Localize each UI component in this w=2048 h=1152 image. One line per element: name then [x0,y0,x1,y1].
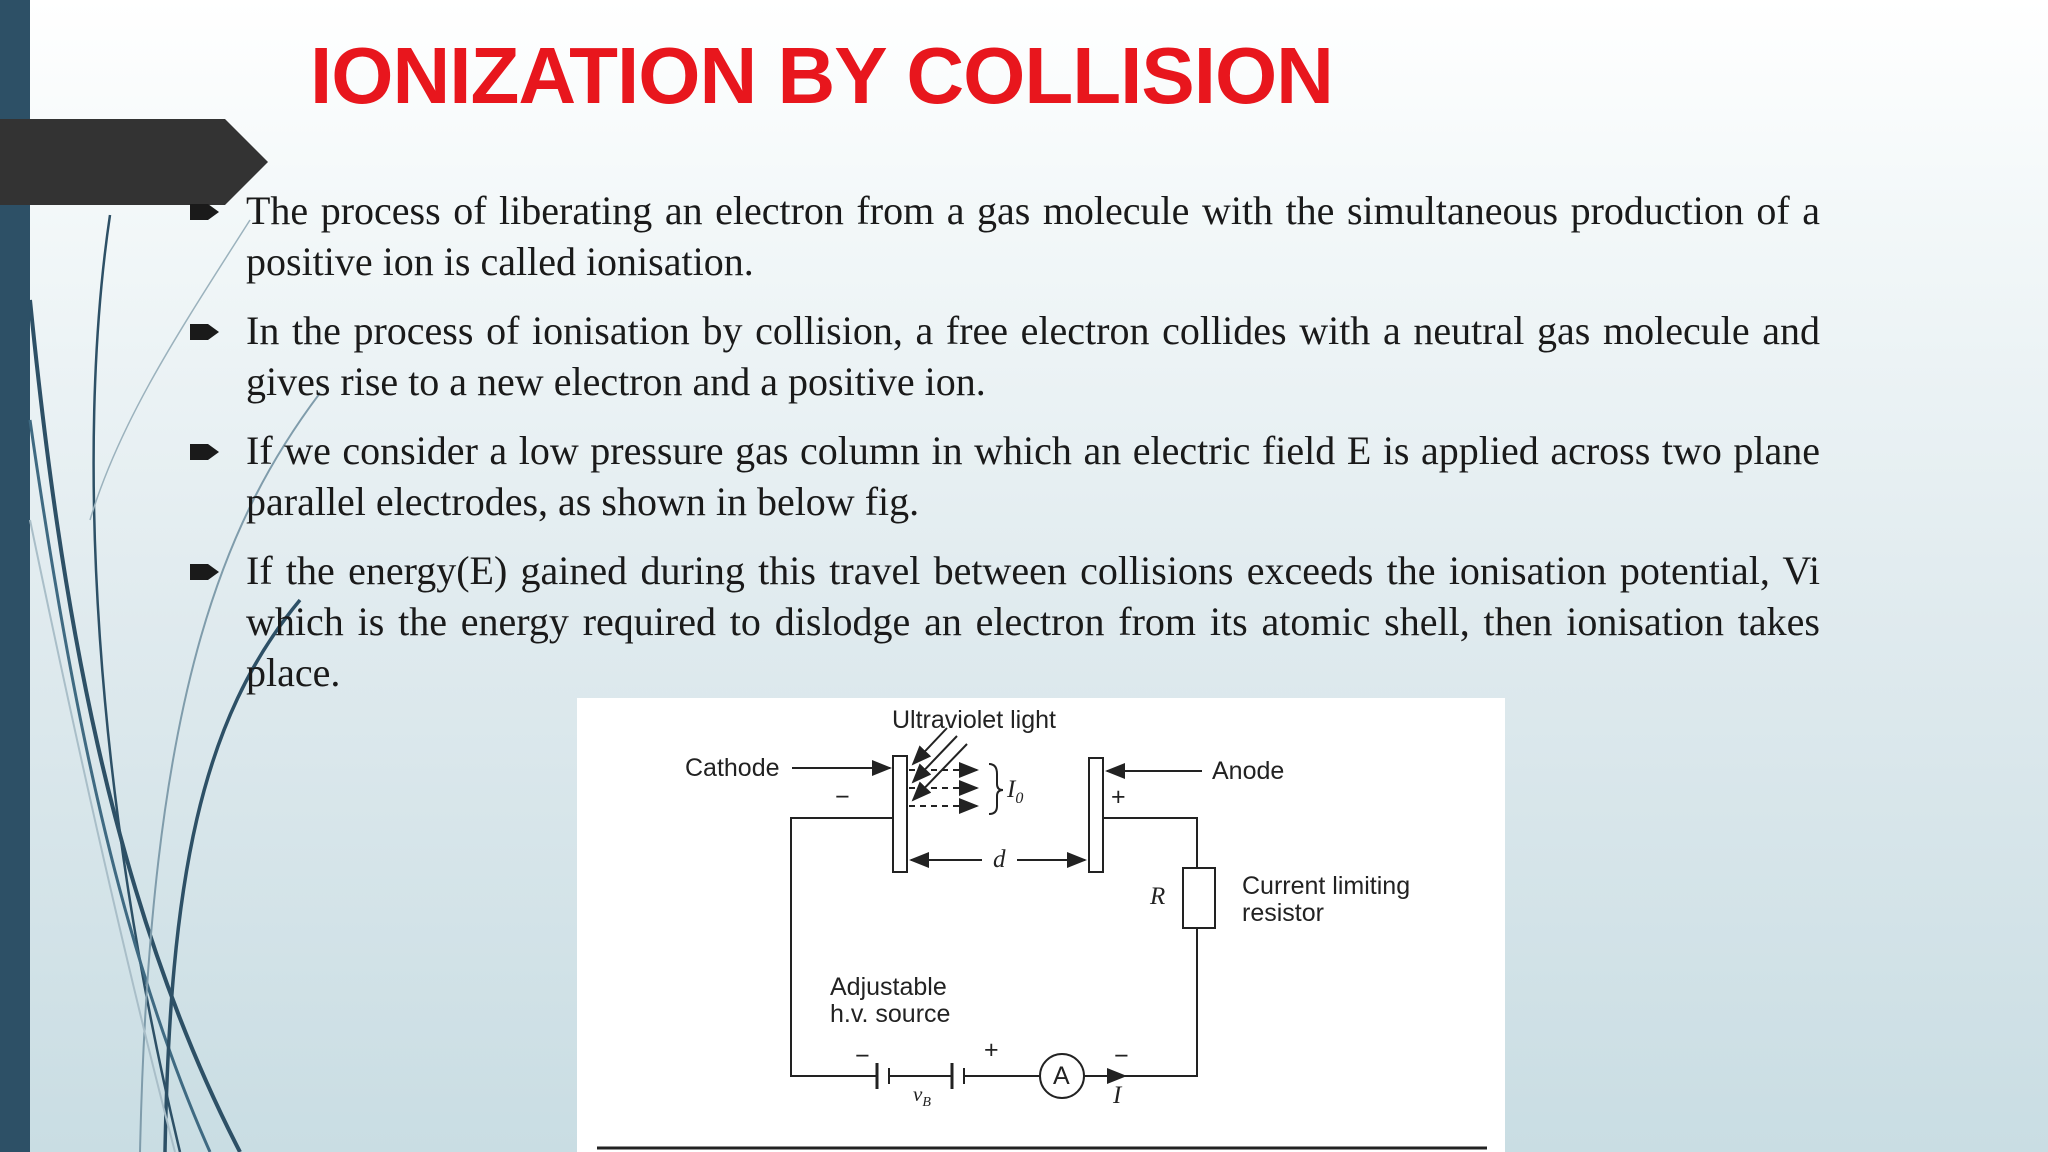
resistor-description-line2: resistor [1242,899,1324,927]
battery-plus-sign: + [984,1036,999,1064]
cathode-label: Cathode [685,754,780,782]
circuit-diagram-figure [577,698,1505,1152]
anode-plus-sign: + [1111,783,1126,811]
bullet-text: If the energy(E) gained during this travel between collisions exceeds the ionisation potential, Vi which is the energy required to dislodge an electron from its atomic shell, then ionisation takes place. [246,548,1820,695]
ultraviolet-label: Ultraviolet light [892,706,1056,734]
cathode-minus-sign: − [835,783,850,811]
current-label: I [1113,1082,1122,1109]
source-label-line1: Adjustable [830,973,947,1001]
bullet-item [186,305,1820,407]
arrow-bullet-icon [190,562,220,582]
arrow-bullet-icon [190,202,220,222]
bullet-item [186,545,1820,698]
bullet-item [186,425,1820,527]
ammeter-minus-sign: − [1114,1042,1129,1070]
slide-title: IONIZATION BY COLLISION [310,31,1333,120]
resistor [1183,868,1215,928]
i0-label: $I_0$ [1007,776,1024,807]
cathode-plate [893,756,907,872]
arrow-bullet-icon [190,322,220,342]
resistor-description-line1: Current limiting [1242,872,1411,900]
bullet-text: The process of liberating an electron from a gas molecule with the simultaneous production of a positive ion is called ionisation. [246,188,1820,284]
ammeter-label: A [1053,1062,1070,1090]
distance-label: d [993,846,1006,873]
anode-plate [1089,758,1103,872]
vb-label: $v_B$ [913,1082,931,1111]
anode-label: Anode [1212,757,1285,785]
bullet-list [186,185,1820,716]
resistor-symbol-label: R [1150,883,1166,910]
source-label-line2: h.v. source [830,1000,951,1028]
battery-minus-sign: − [855,1042,870,1070]
bullet-text: In the process of ionisation by collision, a free electron collides with a neutral gas molecule and gives rise to a new electron and a positive ion. [246,308,1820,404]
arrow-bullet-icon [190,442,220,462]
bullet-text: If we consider a low pressure gas column in which an electric field E is applied across two plane parallel electrodes, as shown in below fig. [246,428,1820,524]
bullet-item [186,185,1820,287]
